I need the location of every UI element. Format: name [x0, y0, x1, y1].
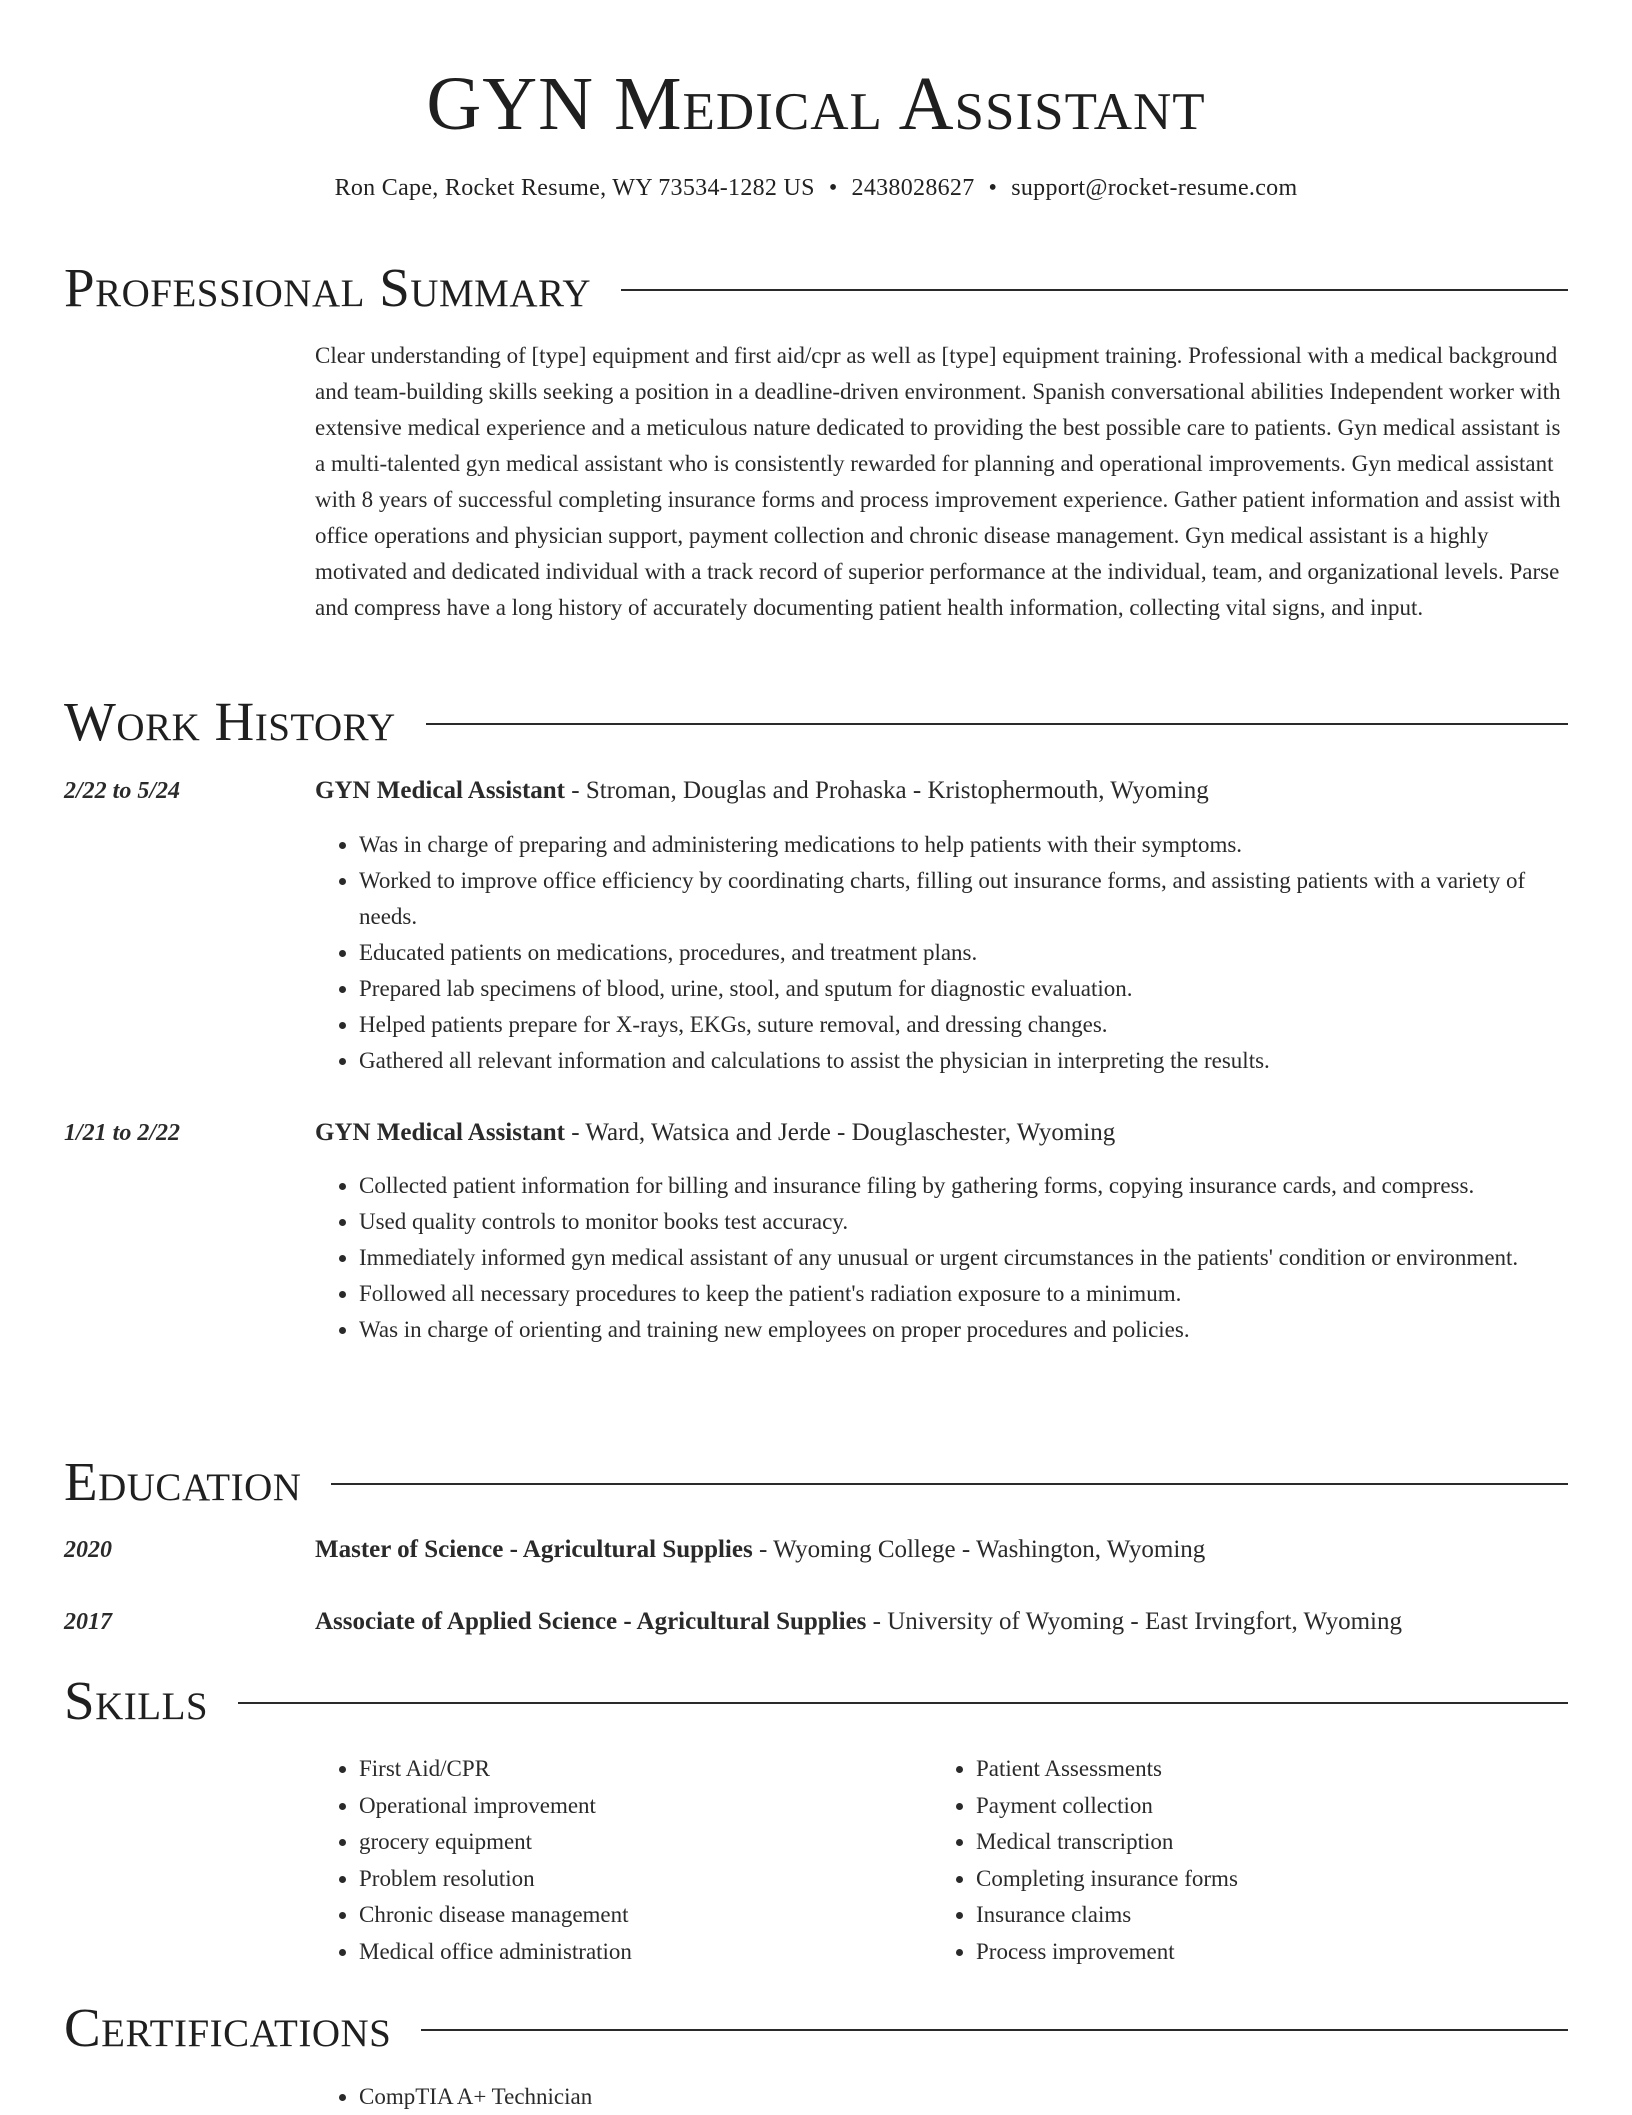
skills-list-right [932, 1751, 1566, 1970]
section-work-history [64, 692, 1568, 752]
education-degree: Associate of Applied Science - Agricultural Supplies [315, 1608, 867, 1635]
contact-email: support@rocket-resume.com [1011, 175, 1298, 201]
certifications-list [315, 2079, 1569, 2115]
list-item: • Patient Assessments [976, 1751, 1566, 1788]
list-item: • Immediately informed gyn medical assistant of any unusual or urgent circumstances in the patients' condition or environment. [359, 1240, 1569, 1276]
list-item: • Medical transcription [976, 1824, 1566, 1861]
section-education [64, 1452, 1568, 1512]
section-skills [64, 1671, 1568, 1731]
work-bullet-list [315, 1168, 1569, 1348]
resume-page [64, 0, 1568, 2109]
list-item: • Completing insurance forms [976, 1861, 1566, 1898]
list-item: • Process improvement [976, 1934, 1566, 1971]
work-title-line [315, 773, 1568, 809]
work-dates: 2/22 to 5/24 [64, 778, 181, 804]
list-item: • Used quality controls to monitor books test accuracy. [359, 1204, 1569, 1240]
list-item: • Educated patients on medications, procedures, and treatment plans. [359, 935, 1569, 971]
work-dates: 1/21 to 2/22 [64, 1120, 181, 1146]
list-item: • Followed all necessary procedures to keep the patient's radiation exposure to a minimum. [359, 1276, 1569, 1312]
section-title: Professional Summary [64, 258, 621, 318]
list-item: • Operational improvement [359, 1788, 929, 1825]
work-role: GYN Medical Assistant [315, 777, 565, 804]
education-degree: Master of Science - Agricultural Supplies [315, 1536, 753, 1563]
education-school: - University of Wyoming - East Irvingfort, Wyoming [866, 1608, 1402, 1635]
list-item: • Collected patient information for billing and insurance filing by gathering forms, copying insurance cards, and compress. [359, 1168, 1569, 1204]
list-item: • Was in charge of preparing and administering medications to help patients with their symptoms. [359, 827, 1569, 863]
section-title: Skills [64, 1671, 238, 1731]
list-item: • Chronic disease management [359, 1897, 929, 1934]
skills-list-left [315, 1751, 929, 1970]
section-title: Work History [64, 692, 426, 752]
resume-name-title: GYN Medical Assistant [426, 62, 1206, 146]
contact-separator: • [988, 175, 998, 201]
list-item: • Medical office administration [359, 1934, 929, 1971]
education-title-line [315, 1532, 1568, 1568]
contact-separator: • [828, 175, 838, 201]
education-school: - Wyoming College - Washington, Wyoming [752, 1536, 1206, 1563]
list-item: • grocery equipment [359, 1824, 929, 1861]
contact-address: Ron Cape, Rocket Resume, WY 73534-1282 US [334, 175, 815, 201]
section-professional-summary [64, 258, 1568, 318]
list-item: • Gathered all relevant information and calculations to assist the physician in interpreting the results. [359, 1043, 1569, 1079]
list-item: • Problem resolution [359, 1861, 929, 1898]
list-item: • Was in charge of orienting and training new employees on proper procedures and policies. [359, 1312, 1569, 1348]
work-bullet-list [315, 827, 1569, 1079]
list-item: • Payment collection [976, 1788, 1566, 1825]
list-item: • Helped patients prepare for X-rays, EKGs, suture removal, and dressing changes. [359, 1007, 1569, 1043]
summary-text: Clear understanding of [type] equipment and first aid/cpr as well as [type] equipment training. Professional with a medical background and team-building skills seeking a position in a deadline-driven environment. Spanish conversational abilities Independent worker with extensive medical experience and a meticulous nature dedicated to providing the best possible care to patients. Gyn medical assistant is a multi-talented gyn medical assistant who is consistently rewarded for planning and operational improvements. Gyn medical assistant with 8 years of successful completing insurance forms and process improvement experience. Gather patient information and assist with office operations and physician support, payment collection and chronic disease management. Gyn medical assistant is a highly motivated and dedicated individual with a track record of superior performance at the individual, team, and organizational levels. Parse and compress have a long history of accurately documenting patient health information, collecting vital signs, and input. [315, 343, 1561, 620]
list-item: • Prepared lab specimens of blood, urine, stool, and sputum for diagnostic evaluation. [359, 971, 1569, 1007]
education-year: 2017 [64, 1609, 112, 1635]
list-item: • Worked to improve office efficiency by coordinating charts, filling out insurance forms, and assisting patients with a variety of needs. [359, 863, 1569, 935]
list-item: • First Aid/CPR [359, 1751, 929, 1788]
work-employer: - Stroman, Douglas and Prohaska - Kristophermouth, Wyoming [565, 777, 1209, 804]
list-item: • Insurance claims [976, 1897, 1566, 1934]
work-title-line [315, 1115, 1568, 1151]
section-title: Certifications [64, 1998, 421, 2058]
list-item: • CompTIA A+ Technician [359, 2079, 1569, 2115]
work-role: GYN Medical Assistant [315, 1119, 565, 1146]
education-title-line [315, 1604, 1568, 1640]
contact-phone: 2438028627 [851, 175, 975, 201]
contact-line [64, 176, 1568, 200]
section-divider [64, 1702, 1568, 1704]
work-employer: - Ward, Watsica and Jerde - Douglaschester, Wyoming [565, 1119, 1116, 1146]
education-year: 2020 [64, 1537, 112, 1563]
section-certifications [64, 1998, 1568, 2058]
section-title: Education [64, 1452, 331, 1512]
